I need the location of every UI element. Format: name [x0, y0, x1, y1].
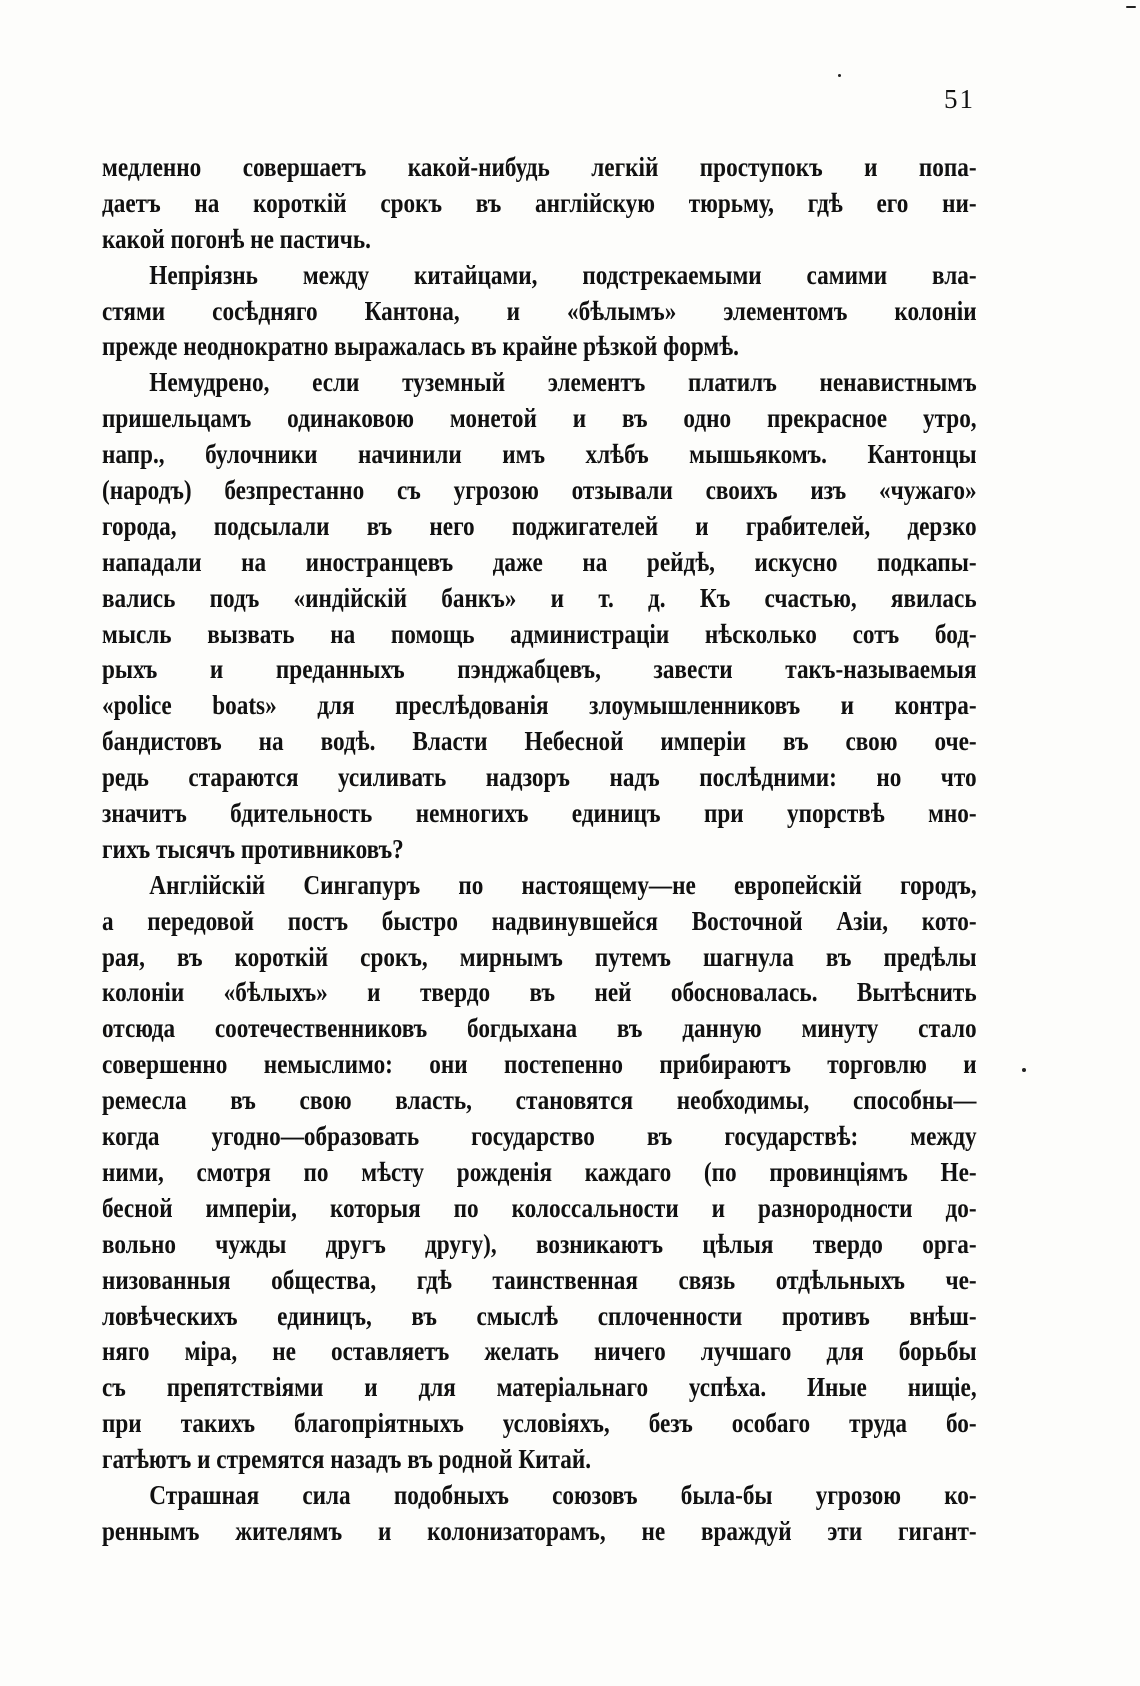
text-line: вольно чужды другъ другу), возникаютъ цѣлыя твердо орга- [102, 1228, 977, 1259]
body-text [102, 150, 977, 1550]
text-line: вались подъ «индійскій банкъ» и т. д. Къ счастью, явилась [102, 582, 977, 613]
text-line: колоніи «бѣлыхъ» и твердо въ ней обосновалась. Вытѣснить [102, 977, 977, 1008]
text-line: отсюда соотечественниковъ богдыхана въ данную минуту стало [102, 1013, 977, 1044]
text-line: Непріязнь между китайцами, подстрекаемыми самими вла- [149, 259, 977, 290]
text-line: Страшная сила подобныхъ союзовъ была-бы угрозою ко- [149, 1479, 977, 1510]
text-line: нападали на иностранцевъ даже на рейдѣ, искусно подкапы- [102, 546, 977, 577]
text-line: «police boats» для преслѣдованія злоумышленниковъ и контра- [102, 690, 977, 721]
text-line: пришельцамъ одинаковою монетой и въ одно прекрасное утро, [102, 403, 977, 434]
text-line: реннымъ жителямъ и колонизаторамъ, не враждуй эти гигант- [102, 1515, 977, 1546]
page-number: 51 [944, 84, 975, 114]
text-line: прежде неоднократно выражалась въ крайне рѣзкой формѣ. [102, 331, 739, 362]
text-line: напр., булочники начинили имъ хлѣбъ мышьякомъ. Кантонцы [102, 439, 977, 470]
text-line: ремесла въ свою власть, становятся необходимы, способны— [102, 1085, 977, 1116]
scan-speck [838, 74, 841, 77]
text-line: даетъ на короткій срокъ въ англійскую тюрьму, гдѣ его ни- [102, 187, 977, 218]
text-line: (народъ) безпрестанно съ угрозою отзывали своихъ изъ «чужаго» [102, 475, 977, 506]
text-line: гатѣютъ и стремятся назадъ въ родной Китай. [102, 1444, 592, 1475]
text-line: стями сосѣдняго Кантона, и «бѣлымъ» элементомъ колоніи [102, 295, 977, 326]
text-line: ловѣческихъ единицъ, въ смыслѣ сплоченности противъ внѣш- [102, 1300, 977, 1331]
text-line: бесной имперіи, которыя по колоссальности и разнородности до- [102, 1192, 977, 1223]
text-line: при такихъ благопріятныхъ условіяхъ, безъ особаго труда бо- [102, 1408, 977, 1439]
scan-speck [1022, 1068, 1026, 1072]
text-line: когда угодно—образовать государство въ государствѣ: между [102, 1121, 977, 1152]
text-line: низованныя общества, гдѣ таинственная связь отдѣльныхъ че- [102, 1264, 977, 1295]
scan-speck [1126, 6, 1136, 8]
text-line: гихъ тысячъ противниковъ? [102, 833, 404, 864]
text-line: а передовой постъ быстро надвинувшейся Восточной Азіи, кото- [102, 905, 977, 936]
text-line: значитъ бдительность немногихъ единицъ при упорствѣ мно- [102, 798, 977, 829]
text-line: съ препятствіями и для матеріальнаго успѣха. Иные нищіе, [102, 1372, 977, 1403]
text-line: какой погонѣ не пастичь. [102, 223, 371, 254]
text-line: бандистовъ на водѣ. Власти Небесной имперіи въ свою оче- [102, 726, 977, 757]
text-line: рыхъ и преданныхъ пэнджабцевъ, завести такъ-называемыя [102, 654, 977, 685]
text-line: Англійскій Сингапуръ по настоящему—не европейскій городъ, [149, 869, 977, 900]
text-line: Немудрено, если туземный элементъ платилъ ненавистнымъ [149, 367, 977, 398]
text-line: совершенно немыслимо: они постепенно прибираютъ торговлю и [102, 1049, 977, 1080]
text-line: мысль вызвать на помощь администраціи нѣсколько сотъ бод- [102, 618, 977, 649]
text-line: ними, смотря по мѣсту рожденія каждаго (по провинціямъ Не- [102, 1156, 977, 1187]
text-line: няго міра, не оставляетъ желать ничего лучшаго для борьбы [102, 1336, 977, 1367]
text-line: города, подсылали въ него поджигателей и грабителей, дерзко [102, 510, 977, 541]
text-line: редь стараются усиливать надзоръ надъ послѣдними: но что [102, 762, 977, 793]
text-line: медленно совершаетъ какой-нибудь легкій проступокъ и попа- [102, 152, 977, 182]
text-line: рая, въ короткій срокъ, мирнымъ путемъ шагнула въ предѣлы [102, 941, 977, 972]
